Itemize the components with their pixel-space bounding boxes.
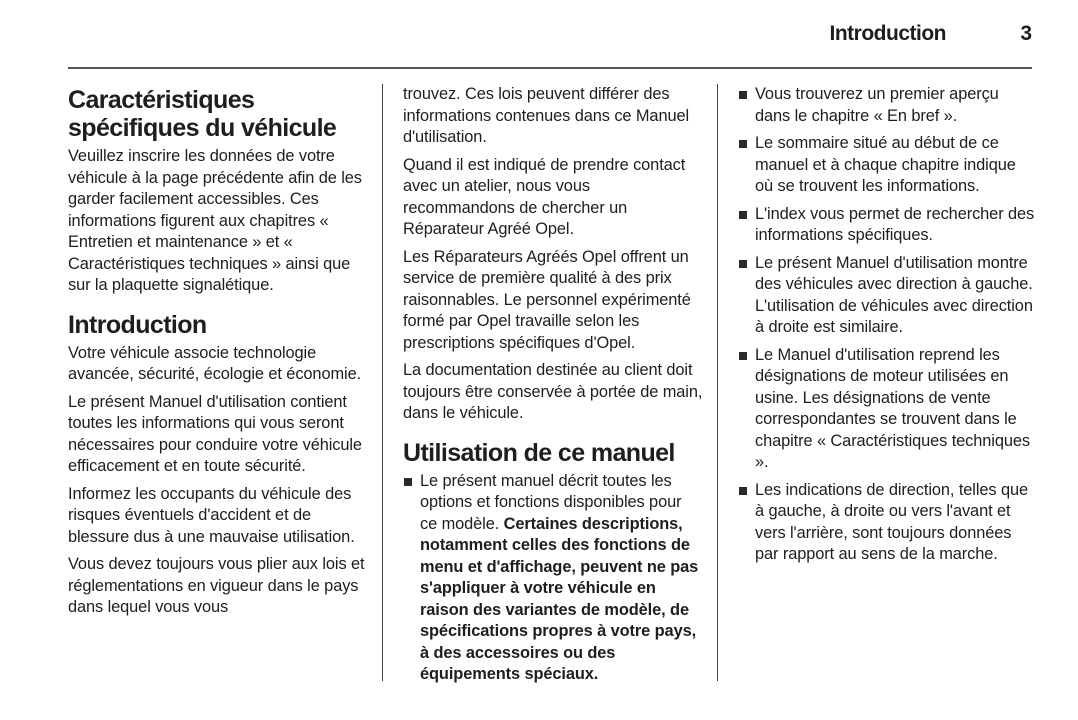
square-bullet-icon: [739, 140, 747, 148]
bullet-list: [738, 84, 1038, 566]
list-item: [738, 480, 1038, 566]
paragraph: Veuillez inscrire les données de votre véhicule à la page précédente afin de les garder facilement accessibles. Ces informations figurent aux chapitres « Entretien et maintenance » et « Caractéristiques techniques » ainsi que sur la plaquette signalétique.: [68, 147, 362, 294]
section-heading-introduction: Introduction: [68, 310, 207, 339]
section-heading-vehicle-specs: Caractéristiques spécifiques du véhicule: [68, 86, 337, 142]
list-item: [738, 345, 1038, 474]
list-item-text: Vous trouverez un premier aperçu dans le chapitre « En bref ».: [755, 85, 999, 125]
list-item-text: Les indications de direction, telles que à gauche, à droite ou vers l'avant et vers l'arrière, sont toujours données par rapport au sens de la marche.: [755, 480, 1028, 563]
paragraph: trouvez. Ces lois peuvent différer des informations contenues dans ce Manuel d'utilisation.: [403, 85, 690, 146]
list-item-text: Le présent manuel décrit toutes les options et fonctions disponibles pour ce modèle.: [420, 471, 682, 533]
page-number: 3: [1020, 22, 1032, 45]
list-item-text: Le Manuel d'utilisation reprend les désignations de moteur utilisées en usine. Les désignations de vente correspondantes se trouvent dans le chapitre « Caractéristiques techniques ».: [755, 345, 1030, 471]
bullet-list: [403, 471, 703, 686]
paragraph: Les Réparateurs Agréés Opel offrent un service de première qualité à des prix raisonnables. Le personnel expérimenté formé par Opel travaille selon les prescriptions spécifiques d'Opel.: [403, 247, 691, 352]
list-item-bold-text: Certaines descriptions, notamment celles des fonctions de menu et d'affichage, peuvent ne pas s'appliquer à votre véhicule en raison des variantes de modèle, de spécifications propres à votre pays, à des accessoires ou des équipements spéciaux.: [420, 514, 699, 683]
square-bullet-icon: [739, 211, 747, 219]
running-header: [68, 18, 1032, 58]
square-bullet-icon: [739, 91, 747, 99]
column-divider-1: [382, 84, 383, 681]
list-item: [403, 471, 703, 686]
list-item: [738, 133, 1038, 198]
square-bullet-icon: [739, 352, 747, 360]
list-item-text: Le sommaire situé au début de ce manuel et à chaque chapitre indique où se trouvent les informations.: [755, 134, 1016, 195]
list-item-text: L'index vous permet de rechercher des informations spécifiques.: [755, 204, 1035, 244]
column-1: [68, 84, 368, 625]
list-item: [738, 204, 1038, 247]
header-rule: [68, 67, 1032, 69]
paragraph: Quand il est indiqué de prendre contact avec un atelier, nous vous recommandons de chercher un Réparateur Agréé Opel.: [403, 155, 686, 238]
paragraph: Informez les occupants du véhicule des risques éventuels d'accident et de blessure dus à une mauvaise utilisation.: [68, 484, 355, 546]
square-bullet-icon: [739, 260, 747, 268]
section-heading-manual-usage: Utilisation de ce manuel: [403, 438, 675, 467]
square-bullet-icon: [739, 487, 747, 495]
column-2: [403, 84, 703, 692]
column-divider-2: [717, 84, 718, 681]
paragraph: La documentation destinée au client doit toujours être conservée à portée de main, dans le véhicule.: [403, 361, 703, 422]
paragraph: Votre véhicule associe technologie avancée, sécurité, écologie et économie.: [68, 343, 362, 383]
list-item-text: Le présent Manuel d'utilisation montre des véhicules avec direction à gauche. L'utilisation de véhicules avec direction à droite est similaire.: [755, 253, 1033, 336]
list-item: [738, 84, 1038, 127]
chapter-title: Introduction: [829, 22, 946, 45]
square-bullet-icon: [404, 478, 412, 486]
paragraph: Vous devez toujours vous plier aux lois et réglementations en vigueur dans le pays dans lequel vous vous: [68, 555, 365, 616]
list-item: [738, 253, 1038, 339]
paragraph: Le présent Manuel d'utilisation contient toutes les informations qui vous seront nécessaires pour conduire votre véhicule efficacement et en toute sécurité.: [68, 392, 362, 475]
column-3: [738, 84, 1038, 572]
